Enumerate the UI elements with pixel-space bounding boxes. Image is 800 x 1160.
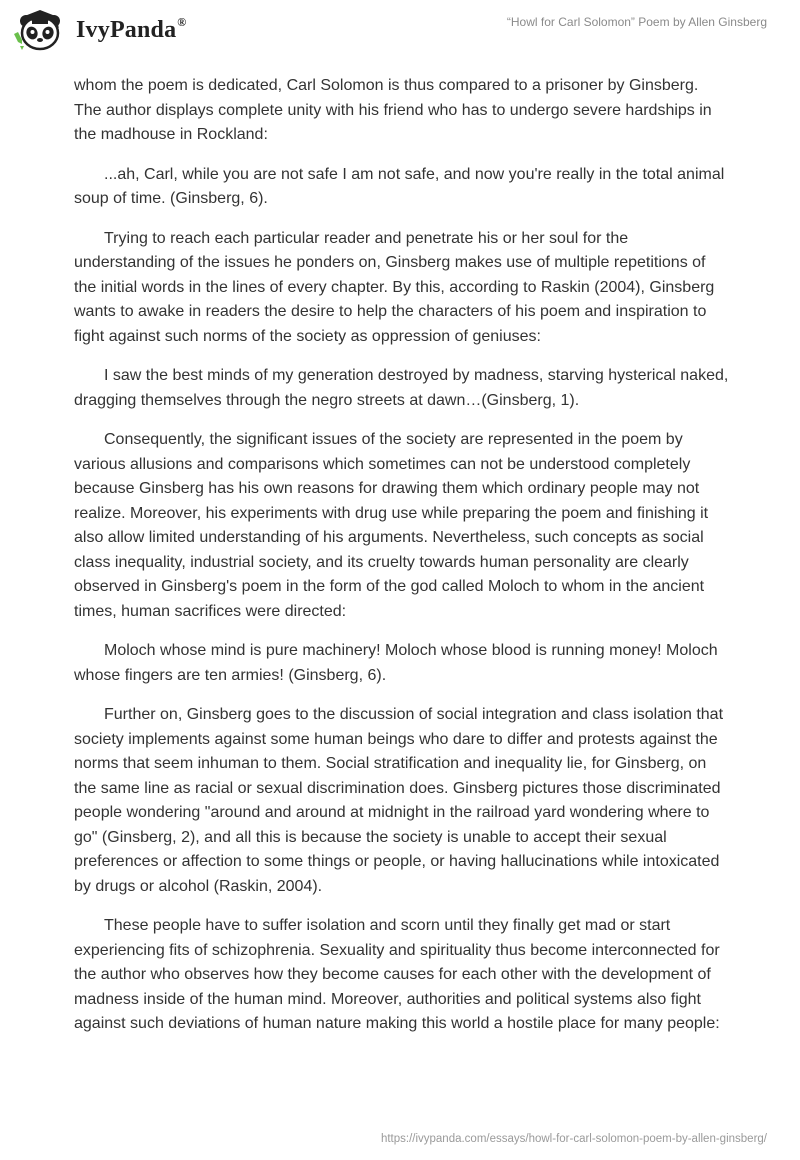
quote-paragraph: ...ah, Carl, while you are not safe I am not safe, and now you're really in the total animal soup of time. (Ginsberg, 6). — [74, 165, 725, 207]
quote-paragraph: Moloch whose mind is pure machinery! Moloch whose blood is running money! Moloch whose fingers are ten armies! (Ginsberg, 6). — [74, 642, 718, 684]
brand-name — [76, 14, 187, 44]
paragraph: Trying to reach each particular reader and penetrate his or her soul for the understanding of the issues he ponders on, Ginsberg makes use of multiple repetitions of the initial words in the lines of every chapter. By this, according to Raskin (2004), Ginsberg wants to awake in readers the desire to help the characters of his poem and inspiration to fight against such norms of the society as oppression of geniuses: — [74, 229, 715, 345]
page-header — [0, 0, 800, 70]
document-title: “Howl for Carl Solomon” Poem by Allen Ginsberg — [506, 15, 767, 29]
paragraph: Further on, Ginsberg goes to the discussion of social integration and class isolation that society implements against some human beings who dare to differ and protests against the norms that seem inhuman to them. Social stratification and inequality lie, for Ginsberg, on the same line as racial or sexual discrimination does. Ginsberg pictures those discriminated people wondering "around and around at midnight in the railroad yard wondering where to go" (Ginsberg, 2), and all this is because the society is unable to accept their sexual preferences or affection to some things or people, or having hallucinations while intoxicated by drugs or alcohol (Raskin, 2004). — [74, 706, 724, 895]
paragraph: whom the poem is dedicated, Carl Solomon is thus compared to a prisoner by Ginsberg. The author displays complete unity with his friend who has to undergo severe hardships in the madhouse in Rockland: — [74, 77, 712, 143]
registered-mark: ® — [177, 14, 187, 29]
paragraph: Consequently, the significant issues of the society are represented in the poem by various allusions and comparisons which sometimes can not be understood completely because Ginsberg has his own reasons for drawing them which ordinary people may not realize. Moreover, his experiments with drug use while preparing the poem and finishing it also allow limited understanding of his arguments. Nevertheless, such concepts as social class inequality, industrial society, and its cruelty towards human personality are clearly observed in Ginsberg's poem in the form of the god called Moloch to whom in the ancient times, human sacrifices were directed: — [74, 431, 709, 620]
paragraph: These people have to suffer isolation and scorn until they finally get mad or start experiencing fits of schizophrenia. Sexuality and spirituality thus become interconnected for the author who observes how they become causes for each other with the development of madness inside of the human mind. Moreover, authorities and political systems also fight against such deviations of human nature making this world a hostile place for many people: — [74, 917, 720, 1032]
quote-paragraph: I saw the best minds of my generation destroyed by madness, starving hysterical naked, dragging themselves through the negro streets at dawn…(Ginsberg, 1). — [74, 367, 729, 409]
logo[interactable] — [12, 8, 186, 52]
brand-text: IvyPanda — [76, 16, 177, 43]
essay-body — [74, 74, 730, 1052]
panda-logo-icon — [12, 8, 68, 52]
source-url[interactable]: https://ivypanda.com/essays/howl-for-carl-solomon-poem-by-allen-ginsberg/ — [380, 1133, 767, 1145]
